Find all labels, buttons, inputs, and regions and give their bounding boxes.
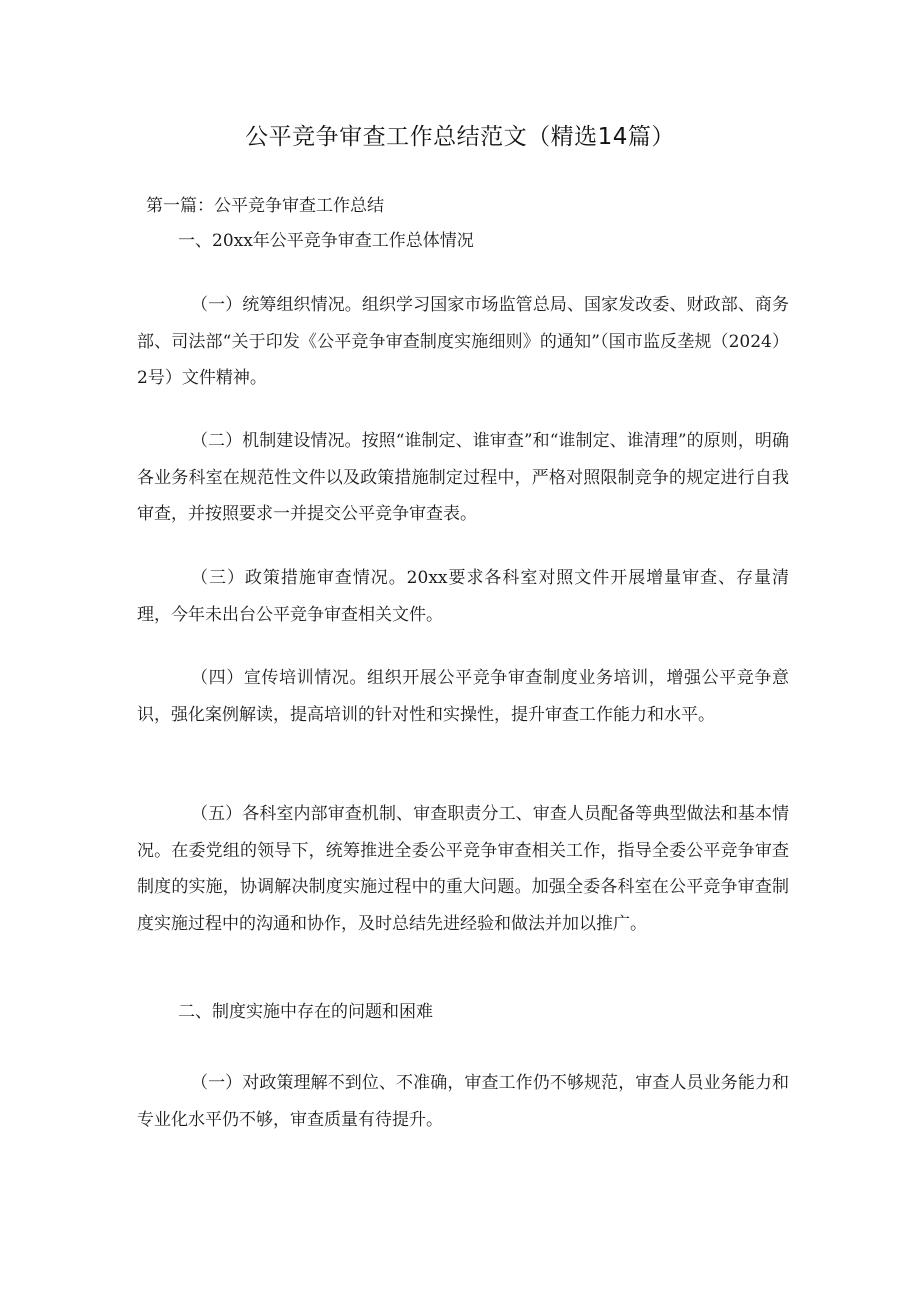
document-title: 公平竞争审查工作总结范文（精选14篇） [245, 124, 675, 150]
chapter-heading: 第一篇：公平竞争审查工作总结 [146, 196, 384, 216]
paragraph: （二）机制建设情况。按照“谁制定、谁审查”和“谁制定、谁清理”的原则，明确各业务科室在规范性文件以及政策措施制定过程中，严格对照限制竞争的规定进行自我审查，并按照要求一并提交公平竞争审查表。 [137, 431, 789, 524]
paragraph: （五）各科室内部审查机制、审查职责分工、审查人员配备等典型做法和基本情况。在委党组的领导下，统筹推进全委公平竞争审查相关工作，指导全委公平竞争审查制度的实施，协调解决制度实施过程中的重大问题。加强全委各科室在公平竞争审查制度实施过程中的沟通和协作，及时总结先进经验和做法并加以推广。 [137, 804, 789, 934]
paragraph: （一）对政策理解不到位、不准确，审查工作仍不够规范，审查人员业务能力和专业化水平仍不够，审查质量有待提升。 [137, 1073, 789, 1130]
paragraph: （一）统筹组织情况。组织学习国家市场监管总局、国家发改委、财政部、商务部、司法部“关于印发《公平竞争审查制度实施细则》的通知”（国市监反垄规（2024）2号）文件精神。 [137, 295, 789, 388]
paragraph: （四）宣传培训情况。组织开展公平竞争审查制度业务培训，增强公平竞争意识，强化案例解读，提高培训的针对性和实操性，提升审查工作能力和水平。 [137, 668, 789, 725]
section-heading: 二、制度实施中存在的问题和困难 [178, 1002, 433, 1022]
paragraph: （三）政策措施审查情况。20xx要求各科室对照文件开展增量审查、存量清理，今年未出台公平竞争审查相关文件。 [137, 568, 789, 625]
section-heading: 一、20xx年公平竞争审查工作总体情况 [178, 231, 474, 251]
